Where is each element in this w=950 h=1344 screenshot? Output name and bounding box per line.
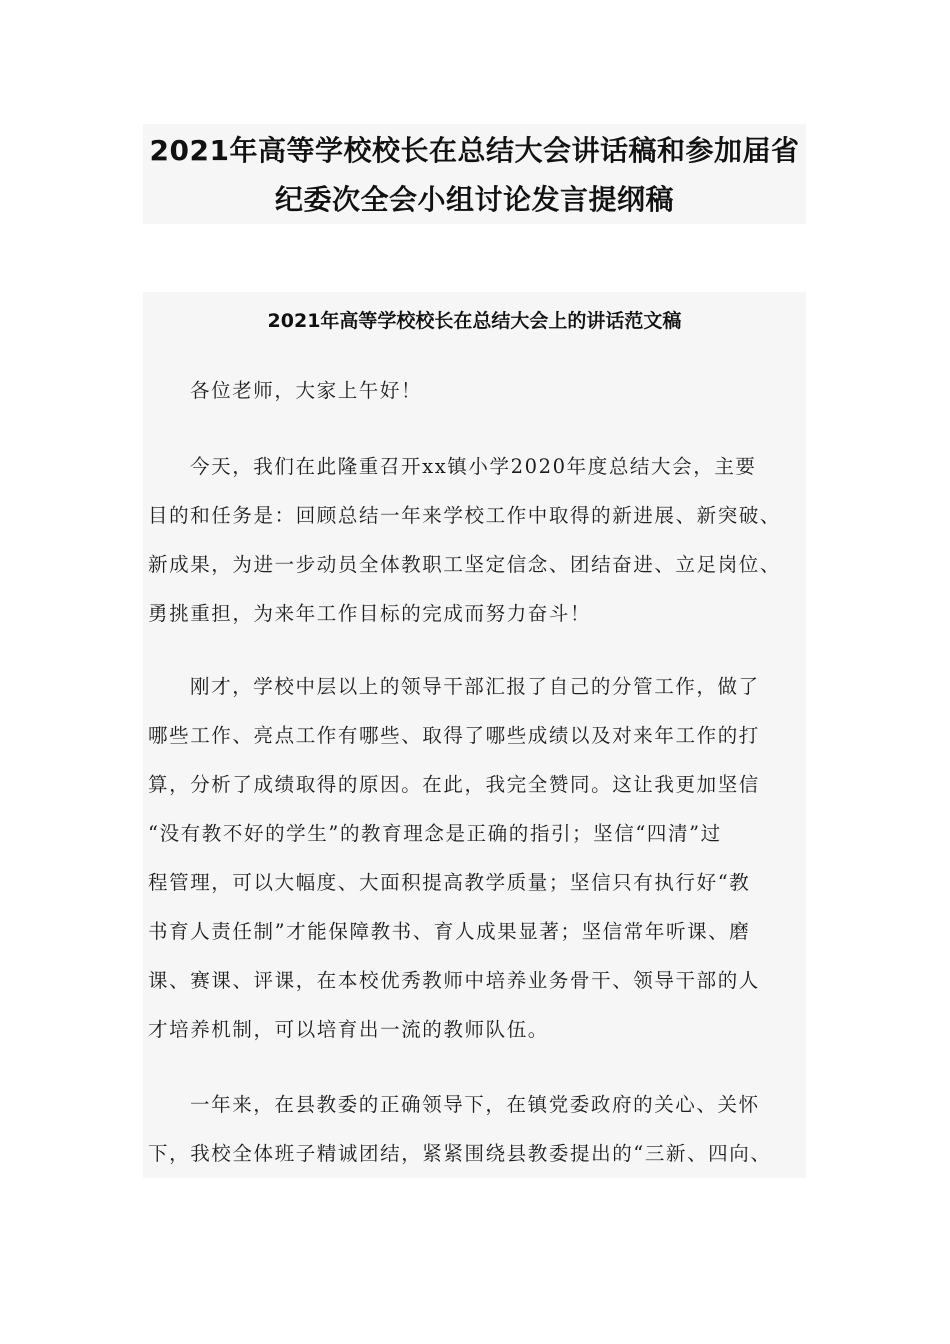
document-title-line-1: 2021年高等学校校长在总结大会讲话稿和参加届省	[149, 134, 800, 167]
paragraph-line: 算，分析了成绩取得的原因。在此，我完全赞同。这让我更加坚信	[148, 773, 760, 796]
speech-body	[143, 292, 806, 1178]
paragraph-line: 哪些工作、亮点工作有哪些、取得了哪些成绩以及对来年工作的打	[148, 724, 760, 747]
document-title-line-2: 纪委次全会小组讨论发言提纲稿	[274, 183, 674, 216]
document-title-block	[143, 124, 806, 224]
paragraph-line: 目的和任务是：回顾总结一年来学校工作中取得的新进展、新突破、	[148, 504, 782, 527]
paragraph-line: 刚才，学校中层以上的领导干部汇报了自己的分管工作，做了	[190, 675, 760, 698]
section-title: 2021年高等学校校长在总结大会上的讲话范文稿	[267, 310, 682, 332]
paragraph-line: 程管理，可以大幅度、大面积提高教学质量；坚信只有执行好“教	[148, 871, 751, 894]
paragraph-line: 才培养机制，可以培育出一流的教师队伍。	[148, 1018, 549, 1041]
paragraph-line: 课、赛课、评课，在本校优秀教师中培养业务骨干、领导干部的人	[148, 969, 760, 992]
paragraph-line: 今天，我们在此隆重召开xx镇小学2020年度总结大会，主要	[190, 455, 757, 478]
paragraph-line: “没有教不好的学生”的教育理念是正确的指引；坚信“四清”过	[148, 822, 722, 845]
paragraph-line: 书育人责任制”才能保障教书、育人成果显著；坚信常年听课、磨	[148, 920, 751, 943]
paragraph-line: 一年来，在县教委的正确领导下，在镇党委政府的关心、关怀	[190, 1093, 760, 1116]
paragraph-line: 新成果，为进一步动员全体教职工坚定信念、团结奋进、立足岗位、	[148, 553, 782, 576]
paragraph-line: 勇挑重担，为来年工作目标的完成而努力奋斗！	[148, 602, 592, 625]
paragraph-line: 下，我校全体班子精诚团结，紧紧围绕县教委提出的“三新、四向、	[148, 1142, 772, 1165]
greeting: 各位老师，大家上午好！	[190, 379, 423, 402]
